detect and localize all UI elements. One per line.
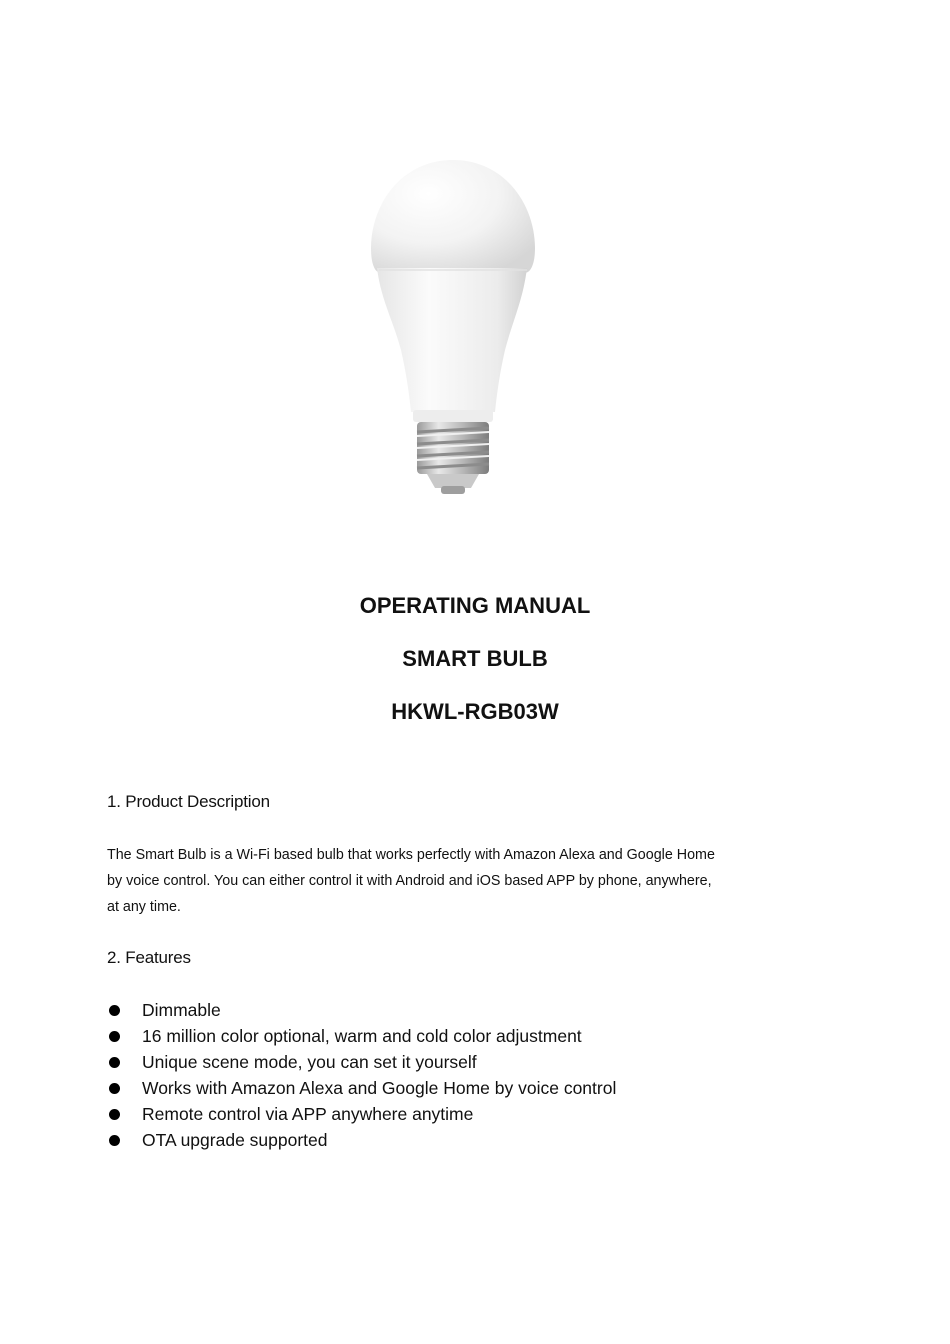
document-title: OPERATING MANUAL xyxy=(359,593,591,618)
product-name: SMART BULB xyxy=(402,646,548,671)
bullet-icon xyxy=(109,1135,120,1146)
bullet-icon xyxy=(109,1005,120,1016)
bullet-icon xyxy=(109,1031,120,1042)
product-description-paragraph xyxy=(107,842,807,920)
bullet-icon xyxy=(109,1083,120,1094)
feature-text: OTA upgrade supported xyxy=(142,1130,328,1150)
description-line: The Smart Bulb is a Wi-Fi based bulb that works perfectly with Amazon Alexa and Google Home xyxy=(107,847,715,863)
light-bulb-icon xyxy=(355,150,551,500)
bullet-icon xyxy=(109,1057,120,1068)
model-number: HKWL-RGB03W xyxy=(391,699,559,724)
feature-text: 16 million color optional, warm and cold color adjustment xyxy=(142,1026,582,1046)
feature-text: Remote control via APP anywhere anytime xyxy=(142,1104,474,1124)
description-line: at any time. xyxy=(107,899,181,915)
description-line: by voice control. You can either control it with Android and iOS based APP by phone, anywhere, xyxy=(107,873,712,889)
feature-text: Dimmable xyxy=(142,1000,221,1020)
bullet-icon xyxy=(109,1109,120,1120)
feature-text: Unique scene mode, you can set it yourself xyxy=(142,1052,477,1072)
section-heading-features: 2. Features xyxy=(107,948,191,967)
feature-text: Works with Amazon Alexa and Google Home by voice control xyxy=(142,1078,617,1098)
section-heading-product-description: 1. Product Description xyxy=(107,792,270,811)
